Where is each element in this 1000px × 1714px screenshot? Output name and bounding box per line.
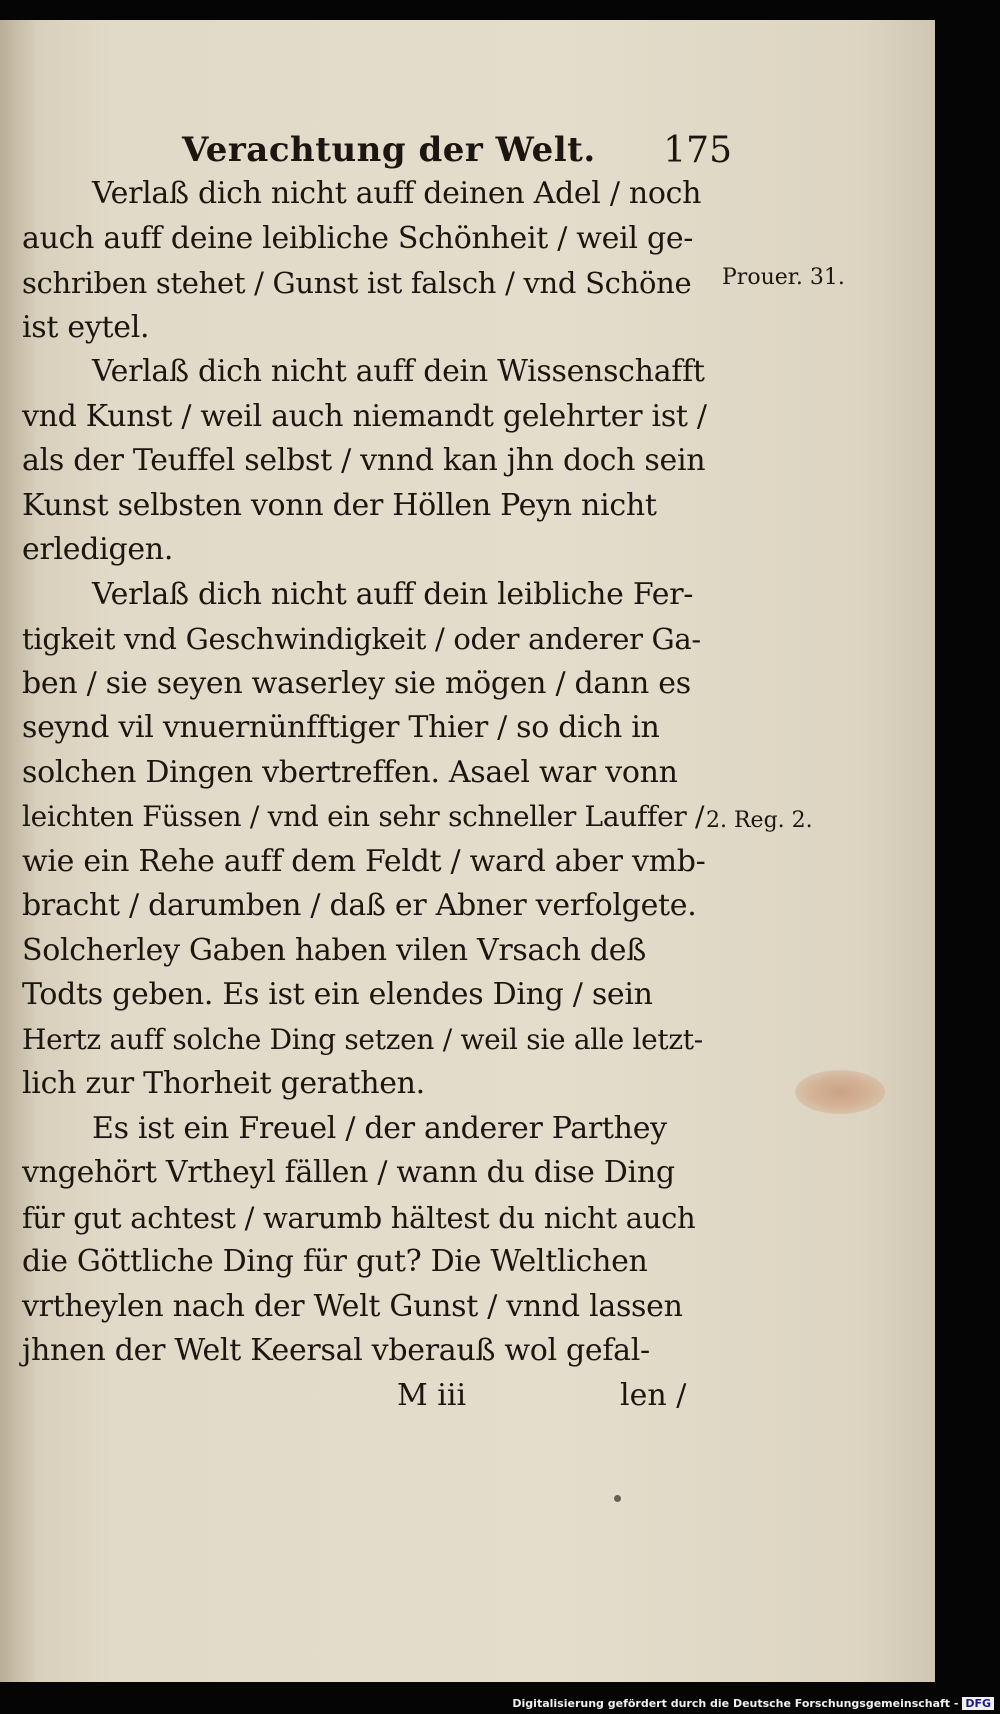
catchword: len / <box>620 1377 687 1413</box>
text-line: vrtheylen nach der Welt Gunst / vnnd lassen <box>22 1288 683 1324</box>
running-head: Verachtung der Welt. <box>182 130 596 170</box>
dfg-logo: DFG <box>962 1697 994 1710</box>
text-line: wie ein Rehe auff dem Feldt / ward aber vmb- <box>22 843 706 879</box>
text-line: seynd vil vnuernünfftiger Thier / so dich in <box>22 710 660 745</box>
signature-mark: M iii <box>397 1377 467 1413</box>
text-line: vngehört Vrtheyl fällen / wann du dise Ding <box>22 1155 675 1190</box>
text-line: Verlaß dich nicht auff dein Wissenschafft <box>92 354 705 389</box>
text-line: jhnen der Welt Keersal vberauß wol gefal- <box>22 1333 650 1368</box>
text-line: Verlaß dich nicht auff deinen Adel / noch <box>92 176 702 211</box>
paper-stain <box>795 1070 885 1114</box>
text-line: Todts geben. Es ist ein elendes Ding / sein <box>22 977 653 1012</box>
text-line: bracht / darumben / daß er Abner verfolgete. <box>22 888 697 923</box>
text-line: erledigen. <box>22 532 174 567</box>
text-line: tigkeit vnd Geschwindigkeit / oder anderer Ga- <box>22 622 701 656</box>
book-page <box>0 20 935 1682</box>
text-line: Solcherley Gaben haben vilen Vrsach deß <box>22 932 646 968</box>
text-line: solchen Dingen vbertreffen. Asael war vonn <box>22 754 678 790</box>
margin-note-kings: 2. Reg. 2. <box>706 808 813 833</box>
text-line: ist eytel. <box>22 309 150 345</box>
text-line: vnd Kunst / weil auch niemandt gelehrter ist / <box>22 398 707 434</box>
text-line: als der Teuffel selbst / vnnd kan jhn doch sein <box>22 443 706 478</box>
ink-dot <box>614 1495 621 1502</box>
text-line: leichten Füssen / vnd ein sehr schneller Lauffer / <box>22 800 705 833</box>
text-line: Hertz auff solche Ding setzen / weil sie alle letzt- <box>22 1022 703 1056</box>
margin-note-proverbs: Prouer. 31. <box>722 265 845 290</box>
page-foot-line <box>22 1374 712 1419</box>
text-line: Verlaß dich nicht auff dein leibliche Fer- <box>92 576 694 612</box>
text-line: für gut achtest / warumb hältest du nicht auch <box>22 1200 696 1235</box>
digitization-footer <box>512 1697 994 1710</box>
text-line: die Göttliche Ding für gut? Die Weltlichen <box>22 1244 648 1279</box>
text-line: Kunst selbsten vonn der Höllen Peyn nicht <box>22 487 657 523</box>
text-line: auch auff deine leibliche Schönheit / weil ge- <box>22 220 694 256</box>
text-line: lich zur Thorheit gerathen. <box>22 1066 425 1101</box>
text-line: ben / sie seyen waserley sie mögen / dann es <box>22 665 691 701</box>
page-header <box>172 120 732 172</box>
page-number: 175 <box>663 130 732 171</box>
text-line: Es ist ein Freuel / der anderer Parthey <box>92 1110 667 1146</box>
footer-text: Digitalisierung gefördert durch die Deutsche Forschungsgemeinschaft - <box>512 1697 959 1710</box>
page-text-block <box>22 120 732 1418</box>
text-line: schriben stehet / Gunst ist falsch / vnd Schöne <box>22 266 692 300</box>
